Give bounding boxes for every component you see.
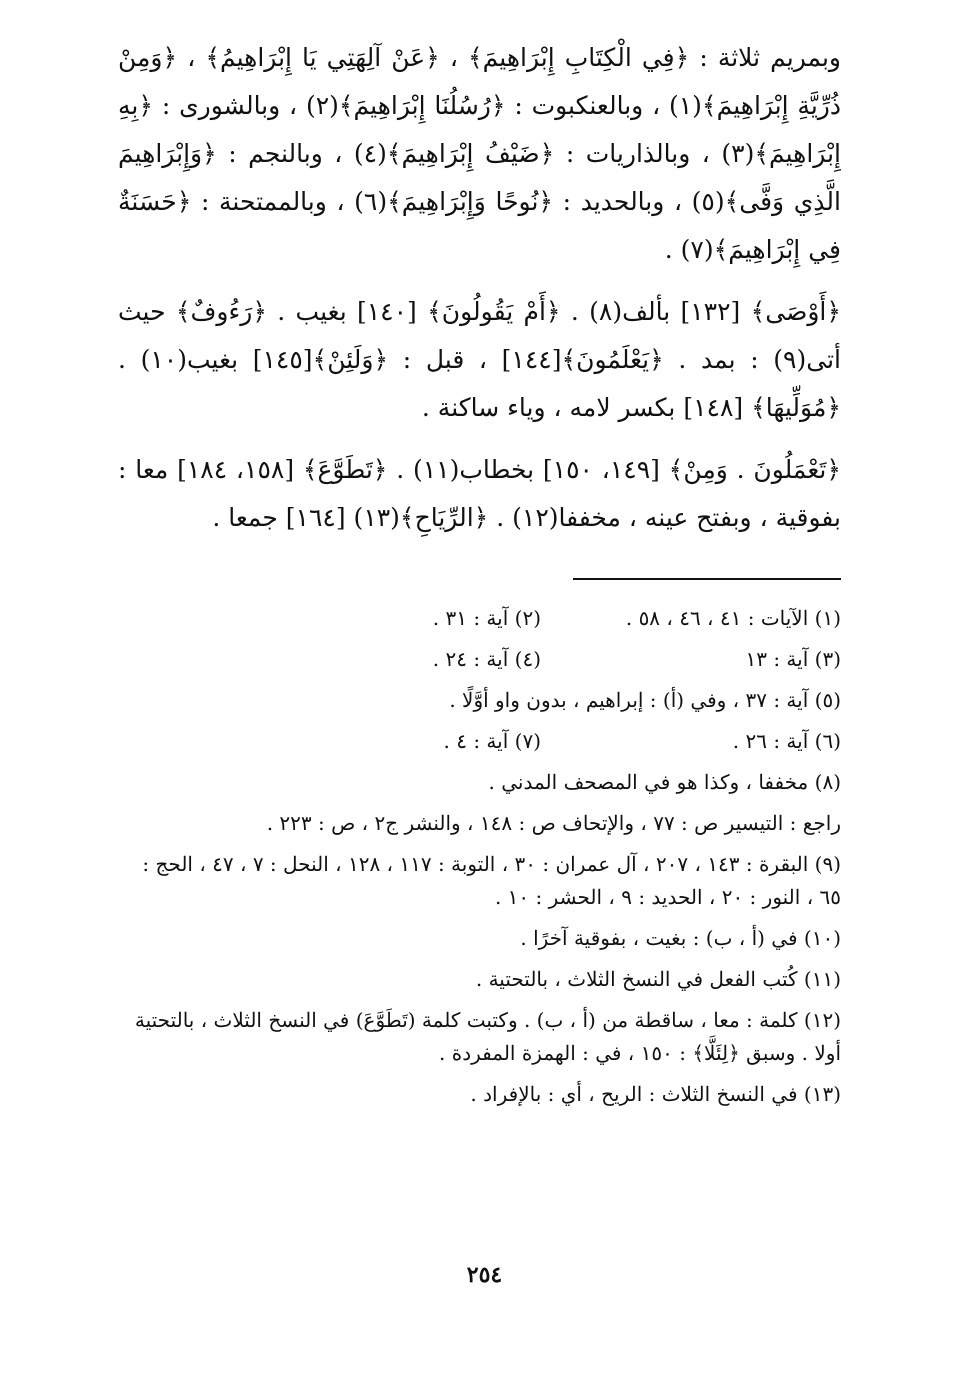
footnote-1: (١) الآيات : ٤١ ، ٤٦ ، ٥٨ . [625, 606, 841, 630]
footnote-6: (٦) آية : ٢٦ . [732, 729, 841, 753]
footnote-8: (٨) مخففا ، وكذا هو في المصحف المدني . [488, 770, 841, 794]
footnote-10: (١٠) في (أ ، ب) : بغيت ، بفوقية آخرًا . [520, 926, 841, 950]
footnote-13: (١٣) في النسخ الثلاث : الريح ، أي : بالإفراد . [470, 1082, 841, 1106]
main-paragraph: وبمريم ثلاثة : ﴿فِي الْكِتَابِ إِبْرَاهِيمَ﴾ ، ﴿عَنْ آلِهَتِي يَا إِبْرَاهِيمُ﴾ ، ﴿وَمِنْ ذُرِّيَّةِ إِبْرَاهِيمَ﴾(١) ، وبالعنكبوت : ﴿رُسُلُنَا إِبْرَاهِيمَ﴾(٢) ، وبالشورى : ﴿بِهِ إِبْرَاهِيمَ﴾(٣) ، وبالذاريات : ﴿ضَيْفُ إِبْرَاهِيمَ﴾(٤) ، وبالنجم : ﴿وَإِبْرَاهِيمَ الَّذِي وَفَّى﴾(٥) ، وبالحديد : ﴿نُوحًا وَإِبْرَاهِيمَ﴾(٦) ، وبالممتحنة : ﴿حَسَنَةٌ فِي إِبْرَاهِيمَ﴾(٧) . [118, 43, 841, 264]
footnote-7: (٧) آية : ٤ . [443, 729, 541, 753]
footnote-separator [573, 578, 841, 580]
footnote-9: (٩) البقرة : ١٤٣ ، ٢٠٧ ، آل عمران : ٣٠ ، التوبة : ١١٧ ، ١٢٨ ، النحل : ٧ ، ٤٧ ، الحج : ٦٥ ، النور : ٢٠ ، الحديد : ٩ ، الحشر : ١٠ . [142, 852, 841, 909]
footnote-12: (١٢) كلمة : معا ، ساقطة من (أ ، ب) . وكتبت كلمة (تَطَوَّعَ) في النسخ الثلاث ، بالتحتية أولا . وسبق ﴿لِئَلَّا﴾ : ١٥٠ ، في : الهمزة المفردة . [134, 1008, 841, 1065]
main-paragraph: ﴿تَعْمَلُونَ . وَمِنْ﴾ [١٤٩، ١٥٠] بخطاب(١١) . ﴿تَطَوَّعَ﴾ [١٥٨، ١٨٤] معا : بفوقية ، وبفتح عينه ، مخففا(١٢) . ﴿الرِّيَاحِ﴾(١٣) [١٦٤] جمعا . [118, 455, 842, 532]
footnotes [118, 602, 841, 1111]
footnote-11: (١١) كُتب الفعل في النسخ الثلاث ، بالتحتية . [475, 967, 841, 991]
page-number: ٢٥٤ [466, 1262, 503, 1288]
footnote-row [118, 725, 841, 758]
footnote-row [118, 602, 841, 635]
main-paragraph: ﴿أَوْصَى﴾ [١٣٢] بألف(٨) . ﴿أَمْ يَقُولُونَ﴾ [١٤٠] بغيب . ﴿رَءُوفٌ﴾ حيث أتى(٩) : بمد . ﴿يَعْلَمُونَ﴾[١٤٤] ، قبل : ﴿وَلَئِنْ﴾[١٤٥] بغيب(١٠) . ﴿مُوَلِّيهَا﴾ [١٤٨] بكسر لامه ، وياء ساكنة . [118, 297, 841, 422]
footnote-row [118, 643, 841, 676]
footnote-2: (٢) آية : ٣١ . [432, 606, 541, 630]
footnote-8-reference: راجع : التيسير ص : ٧٧ ، والإتحاف ص : ١٤٨ ، والنشر ج٢ ، ص : ٢٢٣ . [266, 811, 841, 835]
main-text [118, 34, 841, 542]
footnote-3: (٣) آية : ١٣ [745, 647, 841, 671]
footnote-4: (٤) آية : ٢٤ . [432, 647, 541, 671]
footnote-5: (٥) آية : ٣٧ ، وفي (أ) : إبراهيم ، بدون واو أوَّلًا . [449, 688, 841, 712]
